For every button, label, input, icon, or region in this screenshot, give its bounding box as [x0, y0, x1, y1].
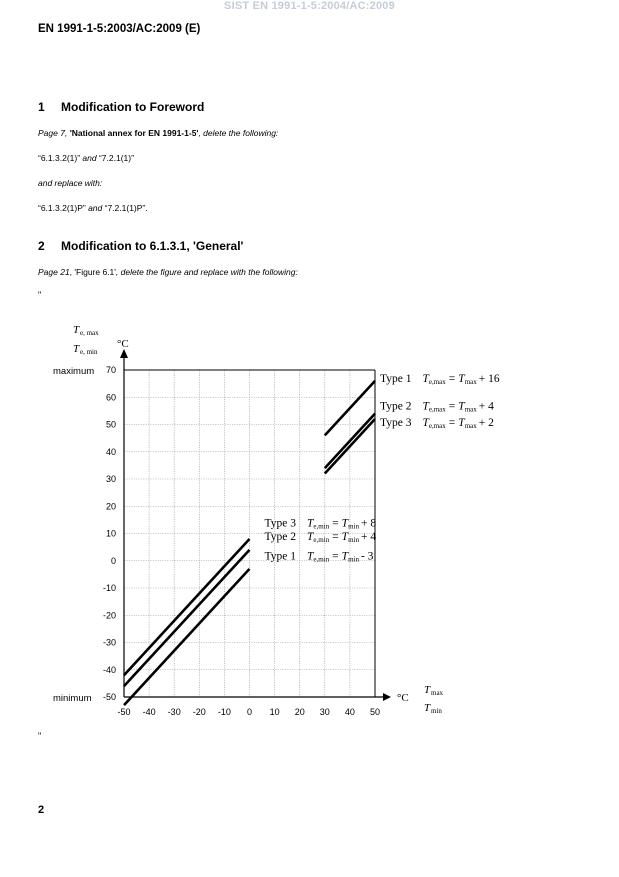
equation-constant: + 2 — [478, 416, 494, 429]
equation-var: T — [422, 416, 429, 429]
x-var-label-max: T — [424, 684, 431, 696]
quote-close: " — [38, 731, 42, 741]
watermark: SIST EN 1991-1-5:2004/AC:2009 — [224, 0, 395, 12]
y-tick-label: 40 — [105, 446, 116, 457]
type-annotation — [265, 518, 377, 531]
x-tick-label: 0 — [246, 707, 253, 717]
equation-constant: - 3 — [360, 550, 374, 563]
equation-ref-sub: min — [348, 536, 359, 545]
y-axis-arrow — [120, 349, 128, 358]
equation-ref-sub: min — [348, 522, 359, 531]
x-tick-label: 40 — [344, 707, 355, 717]
type-label: Type 1 — [264, 550, 297, 563]
x-var-label-min: T — [424, 702, 431, 714]
equation-constant: + 4 — [360, 531, 377, 544]
equation-constant: + 16 — [478, 373, 500, 386]
y-tick-label: -10 — [102, 583, 116, 593]
quote-open: " — [38, 290, 42, 300]
equation-constant: + 8 — [360, 517, 377, 530]
y-min-label: minimum — [53, 693, 92, 704]
type-label: Type 2 — [264, 531, 297, 544]
equation-var-sub: e,min — [313, 536, 330, 545]
series-line — [124, 550, 250, 686]
x-var-sub-max: max — [431, 689, 444, 697]
conjunction: and — [85, 203, 105, 213]
type-annotation — [380, 373, 500, 386]
x-tick-label: -50 — [117, 707, 131, 717]
conjunction: and — [80, 153, 99, 163]
separator: , — [64, 128, 70, 138]
type-label: Type 3 — [264, 517, 297, 530]
y-tick-label: 10 — [105, 528, 116, 539]
equation-ref-sub: max — [464, 378, 477, 387]
equation-equals: = — [332, 550, 339, 563]
type-annotation — [265, 531, 377, 544]
y-tick-label: 0 — [110, 555, 116, 566]
equation-ref: T — [341, 550, 349, 563]
y-unit-label: °C — [117, 338, 129, 350]
series-line — [124, 539, 250, 675]
y-var-sub-min: e, min — [80, 348, 98, 356]
page-ref: Page 7 — [38, 128, 65, 138]
clause-ref: “7.2.1(1)” — [98, 153, 134, 163]
equation-equals: = — [448, 373, 456, 386]
series-line — [124, 569, 250, 705]
type-annotation — [265, 550, 374, 563]
equation-equals: = — [448, 416, 456, 429]
instruction: , delete the figure and replace with the following: — [115, 267, 298, 277]
y-tick-label: 60 — [105, 392, 116, 403]
x-tick-label: -40 — [142, 707, 156, 717]
x-var-sub-min: min — [431, 707, 442, 715]
page-number: 2 — [38, 804, 45, 816]
y-tick-label: 50 — [105, 419, 116, 430]
clause-ref: “6.1.3.2(1)” — [38, 153, 81, 163]
equation-ref: T — [458, 373, 465, 386]
equation-equals: = — [448, 400, 456, 413]
equation-ref-sub: max — [464, 421, 477, 430]
page-ref: Page 21 — [38, 267, 70, 277]
equation-constant: + 4 — [478, 400, 494, 413]
section-1-para-3: and replace with: — [38, 178, 103, 188]
y-tick-label: -50 — [102, 692, 116, 702]
equation-ref: T — [458, 400, 465, 413]
y-tick-label: 20 — [105, 501, 116, 512]
equation-var: T — [307, 550, 314, 563]
figure-ref: , 'Figure 6.1' — [69, 267, 116, 277]
clause-ref: “6.1.3.2(1)P” — [38, 203, 86, 213]
equation-equals: = — [332, 517, 339, 530]
x-tick-label: -10 — [217, 707, 231, 717]
x-tick-label: 50 — [369, 707, 381, 717]
y-var-label-max: T — [73, 324, 80, 336]
equation-var: T — [422, 400, 429, 413]
equation-var-sub: e,min — [313, 522, 330, 531]
equation-ref-sub: max — [464, 405, 477, 414]
section-2-title: Modification to 6.1.3.1, 'General' — [61, 239, 244, 253]
equation-ref-sub: min — [348, 555, 359, 564]
equation-ref: T — [341, 517, 349, 530]
x-axis-arrow — [383, 693, 391, 701]
document-id: EN 1991-1-5:2003/AC:2009 (E) — [38, 23, 201, 35]
section-2-number: 2 — [38, 239, 45, 253]
type-label: Type 1 — [380, 373, 412, 386]
equation-var: T — [307, 531, 314, 544]
x-tick-label: 30 — [319, 707, 330, 717]
equation-var: T — [422, 373, 429, 386]
instruction: , delete the following: — [198, 128, 279, 138]
x-tick-label: 10 — [269, 707, 280, 717]
y-tick-label: 70 — [105, 365, 116, 375]
y-var-label-min: T — [73, 343, 80, 355]
equation-var-sub: e,max — [428, 378, 446, 387]
y-var-sub-max: e, max — [80, 329, 99, 337]
y-tick-label: -20 — [102, 610, 116, 621]
annex-ref: 'National annex for EN 1991-1-5' — [69, 128, 199, 138]
x-unit-label: °C — [397, 692, 409, 704]
x-tick-label: -30 — [167, 707, 181, 717]
equation-var-sub: e,min — [313, 555, 330, 564]
clause-ref: “7.2.1(1)P”. — [104, 203, 148, 213]
equation-ref: T — [458, 416, 465, 429]
type-label: Type 3 — [380, 416, 412, 429]
section-1-title: Modification to Foreword — [61, 100, 205, 114]
type-label: Type 2 — [380, 400, 412, 413]
y-max-label: maximum — [53, 366, 95, 377]
equation-var-sub: e,max — [428, 405, 446, 414]
equation-var: T — [307, 517, 314, 530]
x-tick-label: -20 — [192, 707, 206, 717]
type-annotation — [380, 417, 494, 430]
y-tick-label: -40 — [102, 664, 116, 675]
equation-ref: T — [341, 531, 349, 544]
y-tick-label: 30 — [105, 474, 116, 484]
equation-var-sub: e,max — [428, 421, 446, 430]
y-tick-label: -30 — [102, 637, 116, 648]
type-annotation — [380, 400, 494, 413]
section-1-number: 1 — [38, 100, 45, 114]
equation-equals: = — [332, 531, 339, 544]
x-tick-label: 20 — [294, 707, 305, 717]
